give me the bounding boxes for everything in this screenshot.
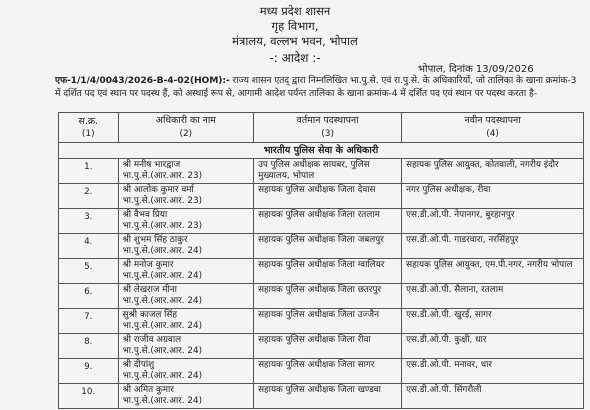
table-row — [59, 159, 584, 184]
header-new-posting: नवीन पदस्थापना — [402, 113, 584, 130]
current-posting-cell: सहायक पुलिस अधीक्षक जिला रतलाम — [254, 209, 402, 234]
officer-cell — [118, 284, 253, 309]
current-posting-cell: सहायक पुलिस अधीक्षक जिला रीवा — [254, 334, 402, 359]
table-row — [59, 209, 584, 234]
table-row — [59, 334, 584, 359]
current-posting-cell: सहायक पुलिस अधीक्षक जिला उज्जैन — [254, 309, 402, 334]
order-intro — [55, 74, 580, 100]
serial-cell: 3. — [59, 209, 119, 234]
officer-service: भा.पु.से.(आर.आर. 23) — [122, 196, 202, 206]
current-posting-cell: सहायक पुलिस अधीक्षक जिला खण्डवा — [254, 384, 402, 409]
new-posting-cell: एस.डी.ओ.पी. खुरई, सागर — [402, 309, 584, 334]
col-number: (4) — [402, 129, 584, 143]
serial-cell: 7. — [59, 309, 119, 334]
serial-cell: 1. — [59, 159, 119, 184]
officer-name: श्री दीपांशु — [122, 360, 155, 370]
officer-cell — [118, 334, 253, 359]
serial-cell: 5. — [59, 259, 119, 284]
officer-service: भा.पु.से.(आर.आर. 23) — [122, 171, 202, 181]
officer-service: भा.पु.से.(आर.आर. 24) — [122, 346, 202, 356]
header-officer: अधिकारी का नाम — [118, 113, 253, 130]
officer-cell — [118, 359, 253, 384]
current-posting-cell: उप पुलिस अधीक्षक सायबर, पुलिस मुख्यालय, भोपाल — [254, 159, 402, 184]
officer-cell — [118, 159, 253, 184]
officer-name: श्री आलोक कुमार वर्मा — [122, 185, 194, 195]
serial-cell: 10. — [59, 384, 119, 409]
column-number-row — [59, 129, 584, 143]
order-text: राज्य शासन एतद् द्वारा निम्नलिखित भा.पु.से. एवं रा.पु.से. के अधिकारियों, जो तालिका के खाना क्रमांक-3 में दर्शित पद एवं स्थान पर पदस्थ हैं, को अस्थाई रूप से, आगामी आदेश पर्यन्त तालिका के खाना क्रमांक-4 में दर्शित पद एवं स्थान पर पदस्थ करता है- — [55, 75, 577, 99]
date-line: भोपाल, दिनांक 13/09/2026 — [418, 64, 534, 75]
col-number: (3) — [254, 129, 402, 143]
govt-name: मध्य प्रदेश शासन — [259, 4, 331, 18]
table-row — [59, 284, 584, 309]
officer-service: भा.पु.से.(आर.आर. 23) — [122, 221, 202, 231]
serial-cell: 6. — [59, 284, 119, 309]
serial-cell: 2. — [59, 184, 119, 209]
table-header-row — [59, 113, 584, 130]
current-posting-cell: सहायक पुलिस अधीक्षक जिला ग्वालियर — [254, 259, 402, 284]
officer-service: भा.पु.से.(आर.आर. 24) — [122, 371, 202, 381]
serial-cell: 8. — [59, 334, 119, 359]
officer-service: भा.पु.से.(आर.आर. 24) — [122, 321, 202, 331]
letterhead — [0, 0, 590, 66]
officer-name: श्री वैभव प्रिया — [122, 210, 168, 220]
transfer-table — [58, 112, 584, 409]
header-current-posting: वर्तमान पदस्थापना — [254, 113, 402, 130]
current-posting-cell: सहायक पुलिस अधीक्षक जिला छतरपुर — [254, 284, 402, 309]
officer-cell — [118, 209, 253, 234]
table-row — [59, 259, 584, 284]
new-posting-cell: एस.डी.ओ.पी. नेपानगर, बुरहानपुर — [402, 209, 584, 234]
new-posting-cell: नगर पुलिस अधीक्षक, रीवा — [402, 184, 584, 209]
section-row — [59, 143, 584, 159]
officer-cell — [118, 184, 253, 209]
officer-name: सुश्री काजल सिंह — [122, 310, 178, 320]
new-posting-cell: एस.डी.ओ.पी. सिंगरौली — [402, 384, 584, 409]
officer-name: श्री मनोज कुमार — [122, 260, 174, 270]
col-number: (1) — [59, 129, 119, 143]
officer-name: श्री लेखराज मीना — [122, 285, 177, 295]
serial-cell: 9. — [59, 359, 119, 384]
new-posting-cell: एस.डी.ओ.पी. कुक्षी, धार — [402, 334, 584, 359]
officer-name: श्री शुभम सिंह ठाकुर — [122, 235, 188, 245]
office-address: मंत्रालय, वल्लभ भवन, भोपाल — [232, 34, 358, 48]
officer-cell — [118, 309, 253, 334]
new-posting-cell: एस.डी.ओ.पी. सैलाना, रतलाम — [402, 284, 584, 309]
table-row — [59, 184, 584, 209]
current-posting-cell: सहायक पुलिस अधीक्षक जिला देवास — [254, 184, 402, 209]
new-posting-cell: सहायक पुलिस आयुक्त, कोतवाली, नगरीय इंदौर — [402, 159, 584, 184]
table-row — [59, 384, 584, 409]
serial-cell: 4. — [59, 234, 119, 259]
officer-service: भा.पु.से.(आर.आर. 24) — [122, 246, 202, 256]
header-serial: स.क्र. — [59, 113, 119, 130]
new-posting-cell: एस.डी.ओ.पी. गाडरवारा, नरसिंहपुर — [402, 234, 584, 259]
table-row — [59, 359, 584, 384]
section-title: भारतीय पुलिस सेवा के अधिकारी — [59, 143, 584, 159]
officer-service: भा.पु.से.(आर.आर. 24) — [122, 396, 202, 406]
officer-service: भा.पु.से.(आर.आर. 24) — [122, 296, 202, 306]
current-posting-cell: सहायक पुलिस अधीक्षक जिला जबलपुर — [254, 234, 402, 259]
officer-service: भा.पु.से.(आर.आर. 24) — [122, 271, 202, 281]
officer-name: श्री अमित कुमार — [122, 385, 174, 395]
new-posting-cell: एस.डी.ओ.पी. मनावर, धार — [402, 359, 584, 384]
table-row — [59, 234, 584, 259]
current-posting-cell: सहायक पुलिस अधीक्षक जिला सागर — [254, 359, 402, 384]
officer-cell — [118, 259, 253, 284]
officer-cell — [118, 234, 253, 259]
col-number: (2) — [118, 129, 253, 143]
order-reference: एफ-1/1/4/0043/2026-B-4-02(HOM):- — [55, 75, 230, 86]
department-name: गृह विभाग, — [271, 19, 319, 33]
officer-cell — [118, 384, 253, 409]
officer-name: श्री राजीव अग्रवाल — [122, 335, 182, 345]
order-title: -: आदेश :- — [269, 51, 321, 65]
new-posting-cell: सहायक पुलिस आयुक्त, एम.पी.नगर, नगरीय भोपाल — [402, 259, 584, 284]
table-row — [59, 309, 584, 334]
officer-name: श्री मनीष भारद्वाज — [122, 160, 181, 170]
